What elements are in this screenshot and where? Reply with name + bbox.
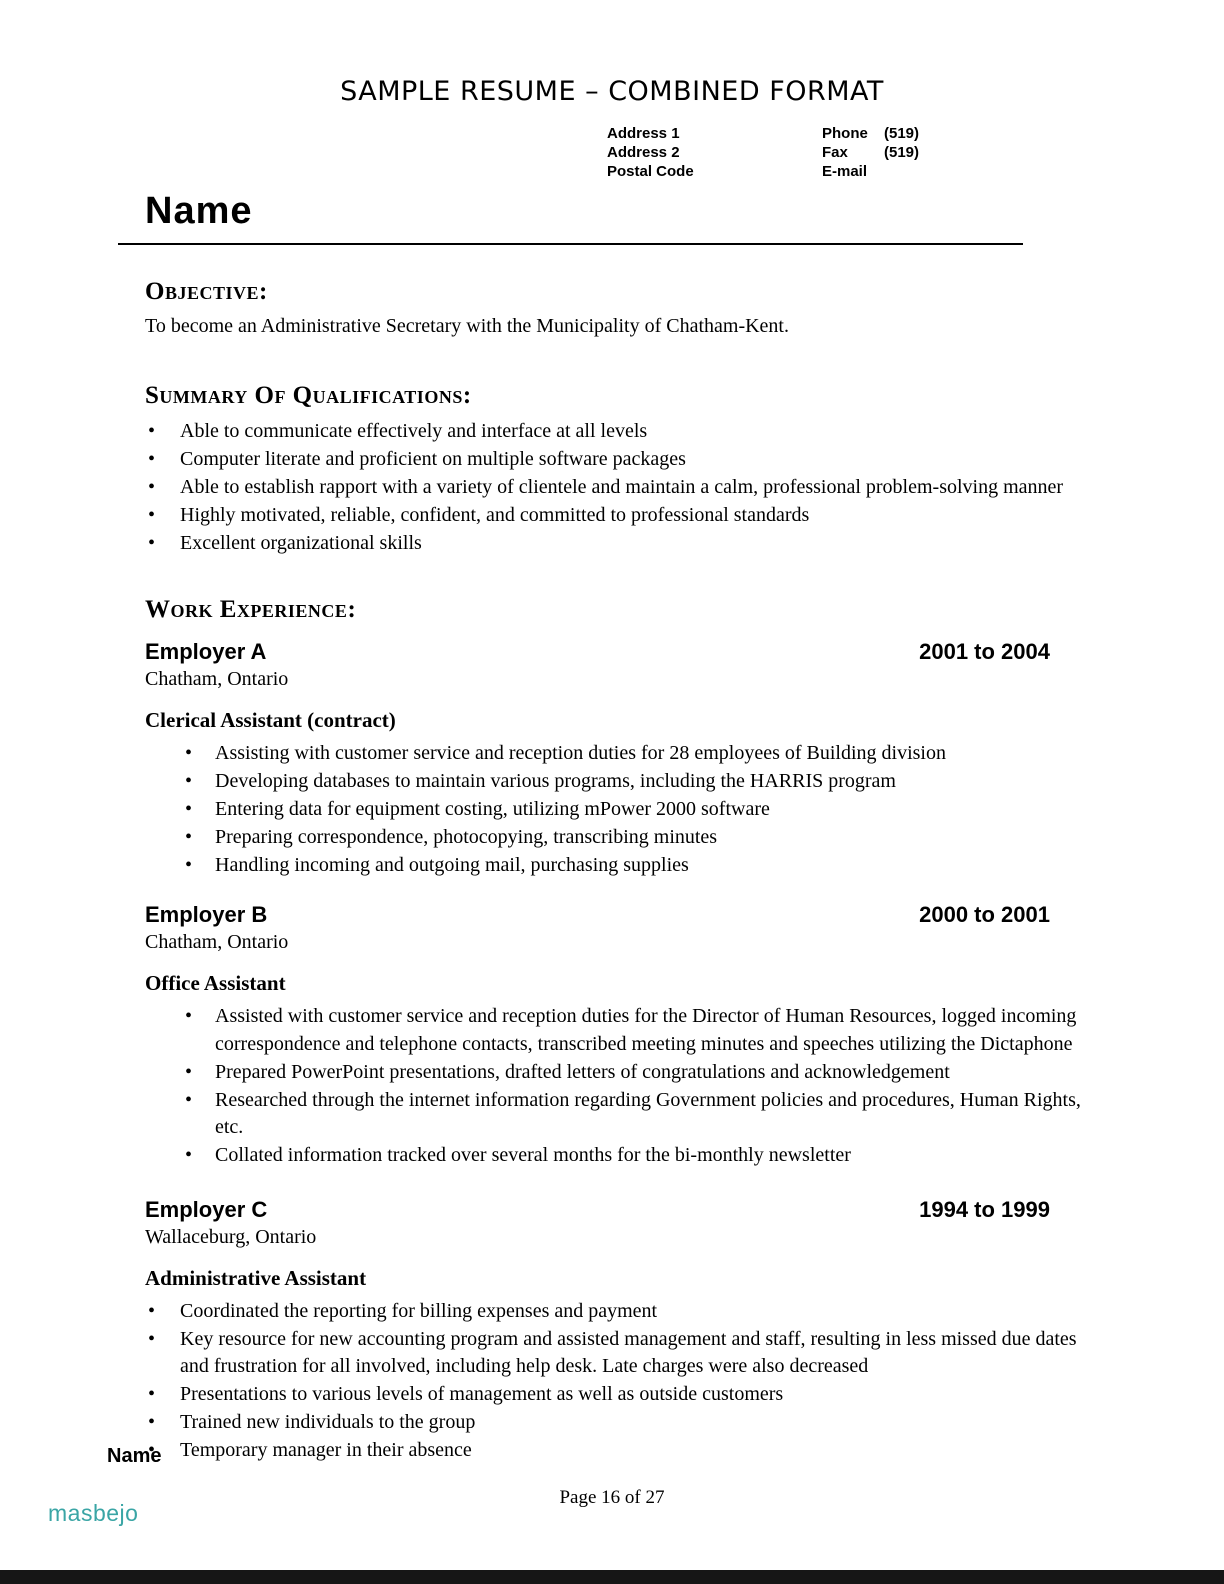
contact-address-line-2: Address 2 — [607, 144, 680, 161]
employer-role: Clerical Assistant (contract) — [145, 707, 396, 732]
contact-block — [607, 124, 1042, 181]
summary-item: • Able to establish rapport with a variety of clientele and maintain a calm, professional problem-solving manner — [145, 474, 1085, 502]
summary-section — [145, 380, 1085, 558]
employer-role: Administrative Assistant — [145, 1265, 367, 1290]
work-bullet-item: • Coordinated the reporting for billing expenses and payment — [145, 1298, 1085, 1326]
resume-body — [145, 276, 1085, 1465]
footer-name: Name — [107, 1445, 162, 1467]
work-bullet-item: • Entering data for equipment costing, utilizing mPower 2000 software — [145, 796, 1085, 824]
work-bullet-item: • Presentations to various levels of management as well as outside customers — [145, 1381, 1085, 1409]
summary-item: • Able to communicate effectively and interface at all levels — [145, 418, 1085, 446]
objective-heading: Objective: — [145, 278, 268, 305]
work-bullet-item: • Temporary manager in their absence — [145, 1437, 1085, 1465]
contact-address-line-1: Address 1 — [607, 125, 680, 142]
contact-postal-code: Postal Code — [607, 163, 694, 180]
name-divider-rule — [118, 243, 1023, 245]
summary-item: • Computer literate and proficient on multiple software packages — [145, 446, 1085, 474]
employer-name: Employer A — [145, 638, 267, 664]
work-bullet-item: • Researched through the internet information regarding Government policies and procedures, Human Rights, etc. — [145, 1087, 1085, 1142]
watermark: masbejo — [48, 1500, 139, 1526]
page-number: Page 16 of 27 — [559, 1487, 665, 1508]
employer-location: Chatham, Ontario — [145, 931, 289, 953]
objective-section — [145, 276, 1085, 340]
work-experience-heading: Work Experience: — [145, 595, 357, 623]
work-bullet-item: • Handling incoming and outgoing mail, purchasing supplies — [145, 852, 1085, 880]
summary-item: • Excellent organizational skills — [145, 530, 1085, 558]
employer-dates: 1994 to 1999 — [919, 1196, 1050, 1222]
contact-phone-value: (519) — [884, 125, 920, 142]
work-bullet-item: • Trained new individuals to the group — [145, 1409, 1085, 1437]
document-title: SAMPLE RESUME – COMBINED FORMAT — [340, 76, 884, 107]
work-bullet-item: • Collated information tracked over several months for the bi-monthly newsletter — [145, 1142, 1085, 1170]
employer-dates: 2000 to 2001 — [919, 902, 1050, 927]
contact-fax-value: (519) — [884, 144, 920, 161]
name-heading: Name — [145, 190, 253, 232]
work-bullet-item: • Assisting with customer service and reception duties for 28 employees of Building division — [145, 740, 1085, 768]
work-bullet-item: • Assisted with customer service and reception duties for the Director of Human Resources, logged incoming correspondence and telephone contacts, transcribed meeting minutes and speeches utilizing the Dictaphone — [145, 1003, 1085, 1058]
contact-fax-label: Fax — [822, 144, 848, 161]
objective-text: To become an Administrative Secretary with the Municipality of Chatham-Kent. — [145, 315, 789, 337]
work-experience-section — [145, 594, 1085, 1465]
contact-email-label: E-mail — [822, 163, 868, 180]
summary-heading: Summary Of Qualifications: — [145, 382, 472, 409]
work-bullet-item: • Key resource for new accounting program and assisted management and staff, resulting in less missed due dates and frustration for all involved, including help desk. Late charges were also decreased — [145, 1326, 1085, 1381]
employer-location: Chatham, Ontario — [145, 667, 289, 690]
work-bullet-item: • Prepared PowerPoint presentations, drafted letters of congratulations and acknowledgement — [145, 1059, 1085, 1087]
employer-name: Employer C — [145, 1196, 268, 1222]
bottom-bar — [0, 1570, 1224, 1584]
employer-location: Wallaceburg, Ontario — [145, 1225, 317, 1248]
work-bullet-item: • Preparing correspondence, photocopying, transcribing minutes — [145, 824, 1085, 852]
employer-dates: 2001 to 2004 — [919, 638, 1050, 664]
employer-row — [145, 901, 1085, 929]
employer-role: Office Assistant — [145, 971, 286, 995]
employer-name: Employer B — [145, 902, 268, 927]
employer-row — [145, 638, 1085, 666]
contact-phone-label: Phone — [822, 125, 868, 142]
work-bullet-item: • Developing databases to maintain various programs, including the HARRIS program — [145, 768, 1085, 796]
summary-item: • Highly motivated, reliable, confident, and committed to professional standards — [145, 502, 1085, 530]
employer-row — [145, 1196, 1085, 1224]
